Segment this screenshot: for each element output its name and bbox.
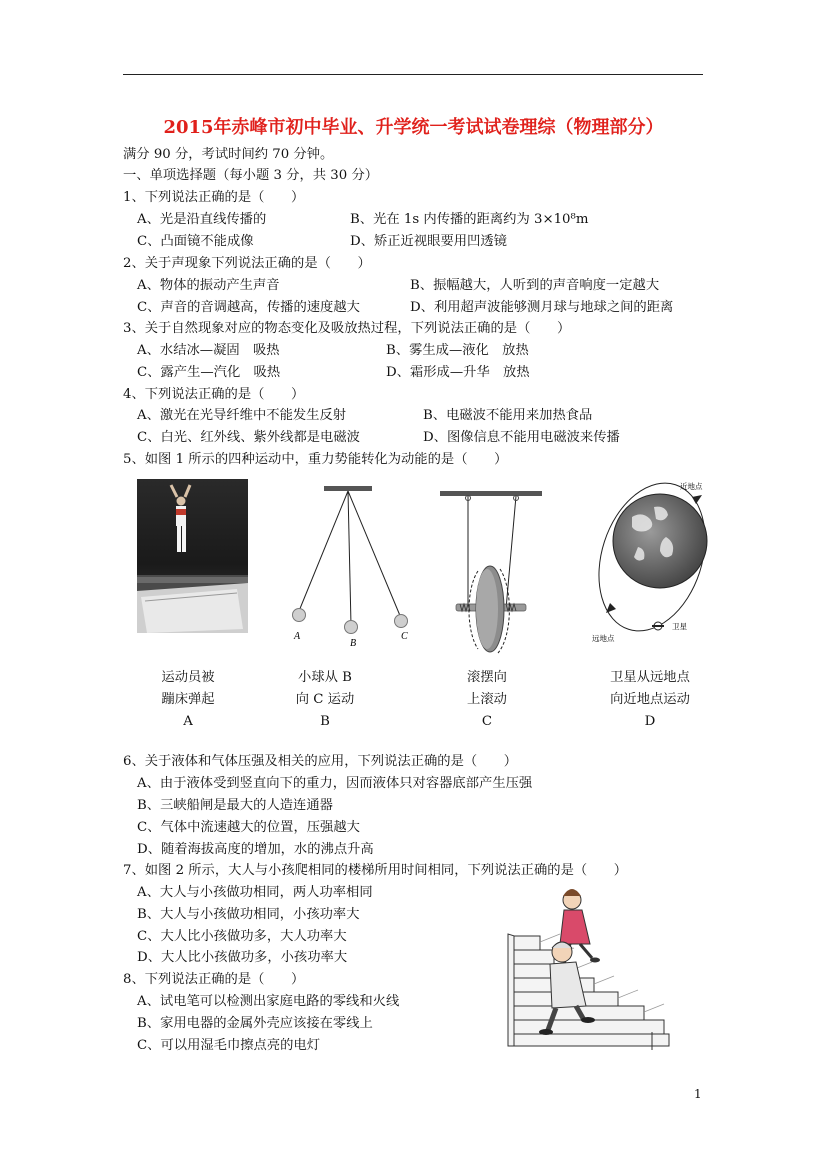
caption-d-line1: 卫星从远地点 xyxy=(610,670,690,685)
q3-option-d: D、霜形成—升华 放热 xyxy=(386,365,530,380)
q6-option-a: A、由于液体受到竖直向下的重力，因而液体只对容器底部产生压强 xyxy=(137,776,533,791)
q4-option-a: A、激光在光导纤维中不能发生反射 xyxy=(137,408,347,423)
page-title: 2015年赤峰市初中毕业、升学统一考试试卷理综（物理部分） xyxy=(163,117,664,138)
pendulum-label-c: C xyxy=(401,631,408,642)
exam-intro: 满分 90 分，考试时间约 70 分钟。 xyxy=(123,147,334,162)
q2-option-b: B、振幅越大，人听到的声音响度一定越大 xyxy=(410,278,660,293)
q7-option-d: D、大人比小孩做功多，小孩功率大 xyxy=(137,950,348,965)
q4-stem: 4、下列说法正确的是（ ） xyxy=(123,387,305,402)
caption-b-letter: B xyxy=(320,714,330,729)
q3-option-b: B、雾生成—液化 放热 xyxy=(386,343,529,358)
q1-option-c: C、凸面镜不能成像 xyxy=(137,234,254,249)
q7-option-a: A、大人与小孩做功相同，两人功率相同 xyxy=(137,885,373,900)
q1-option-b: B、光在 1s 内传播的距离约为 3×10⁸m xyxy=(350,212,589,227)
page-number: 1 xyxy=(694,1087,702,1101)
caption-d-line2: 向近地点运动 xyxy=(610,692,690,707)
q3-option-a: A、水结冰—凝固 吸热 xyxy=(137,343,280,358)
q8-stem: 8、下列说法正确的是（ ） xyxy=(123,972,305,987)
q3-stem: 3、关于自然现象对应的物态变化及吸放热过程，下列说法正确的是（ ） xyxy=(123,321,571,336)
q6-option-b: B、三峡船闸是最大的人造连通器 xyxy=(137,798,333,813)
caption-d xyxy=(592,667,708,733)
caption-c-line1: 滚摆向 xyxy=(467,670,507,685)
q2-option-a: A、物体的振动产生声音 xyxy=(137,278,280,293)
q6-option-c: C、气体中流速越大的位置，压强越大 xyxy=(137,820,360,835)
q1-option-d: D、矫正近视眼要用凹透镜 xyxy=(350,234,507,249)
pendulum-label-a: A xyxy=(294,631,301,642)
caption-d-letter: D xyxy=(644,714,656,729)
satellite-orbit-diagram xyxy=(592,477,717,647)
q5-stem: 5、如图 1 所示的四种运动中，重力势能转化为动能的是（ ） xyxy=(123,452,508,467)
near-point-label: 近地点 xyxy=(680,482,703,491)
caption-a-line1: 运动员被 xyxy=(161,670,215,685)
caption-c xyxy=(439,667,535,733)
caption-a-line2: 蹦床弹起 xyxy=(161,692,215,707)
pendulum-label-b: B xyxy=(350,638,357,648)
q1-stem: 1、下列说法正确的是（ ） xyxy=(123,190,305,205)
caption-a xyxy=(140,667,236,733)
q7-option-b: B、大人与小孩做功相同，小孩功率大 xyxy=(137,907,360,922)
section-heading: 一、单项选择题（每小题 3 分，共 30 分） xyxy=(123,168,379,183)
header-rule xyxy=(123,74,703,75)
q7-stem: 7、如图 2 所示，大人与小孩爬相同的楼梯所用时间相同，下列说法正确的是（ ） xyxy=(123,863,628,878)
q3-option-c: C、露产生—汽化 吸热 xyxy=(137,365,281,380)
q8-option-c: C、可以用湿毛巾擦点亮的电灯 xyxy=(137,1038,321,1053)
q6-stem: 6、关于液体和气体压强及相关的应用，下列说法正确的是（ ） xyxy=(123,754,518,769)
q1-option-a: A、光是沿直线传播的 xyxy=(137,212,267,227)
q4-option-b: B、电磁波不能用来加热食品 xyxy=(423,408,593,423)
pendulum-diagram xyxy=(280,482,420,648)
caption-b-line2: 向 C 运动 xyxy=(295,692,355,707)
q8-option-b: B、家用电器的金属外壳应该接在零线上 xyxy=(137,1016,373,1031)
q2-option-d: D、利用超声波能够测月球与地球之间的距离 xyxy=(410,300,674,315)
caption-c-letter: C xyxy=(481,714,493,729)
q2-option-c: C、声音的音调越高，传播的速度越大 xyxy=(137,300,360,315)
caption-c-line2: 上滚动 xyxy=(467,692,507,707)
q8-option-a: A、试电笔可以检测出家庭电路的零线和火线 xyxy=(137,994,400,1009)
caption-a-letter: A xyxy=(183,714,193,729)
q6-option-d: D、随着海拔高度的增加，水的沸点升高 xyxy=(137,842,374,857)
caption-b-line1: 小球从 B xyxy=(298,670,352,685)
q2-stem: 2、关于声现象下列说法正确的是（ ） xyxy=(123,256,371,271)
stairs-illustration xyxy=(500,884,670,1054)
q7-option-c: C、大人比小孩做功多，大人功率大 xyxy=(137,929,347,944)
caption-b xyxy=(277,667,373,733)
far-point-label: 远地点 xyxy=(592,634,615,643)
satellite-label: 卫星 xyxy=(672,622,687,631)
trampoline-photo xyxy=(137,479,248,633)
maxwell-wheel-diagram xyxy=(434,485,549,665)
q4-option-c: C、白光、红外线、紫外线都是电磁波 xyxy=(137,430,360,445)
q4-option-d: D、图像信息不能用电磁波来传播 xyxy=(423,430,620,445)
